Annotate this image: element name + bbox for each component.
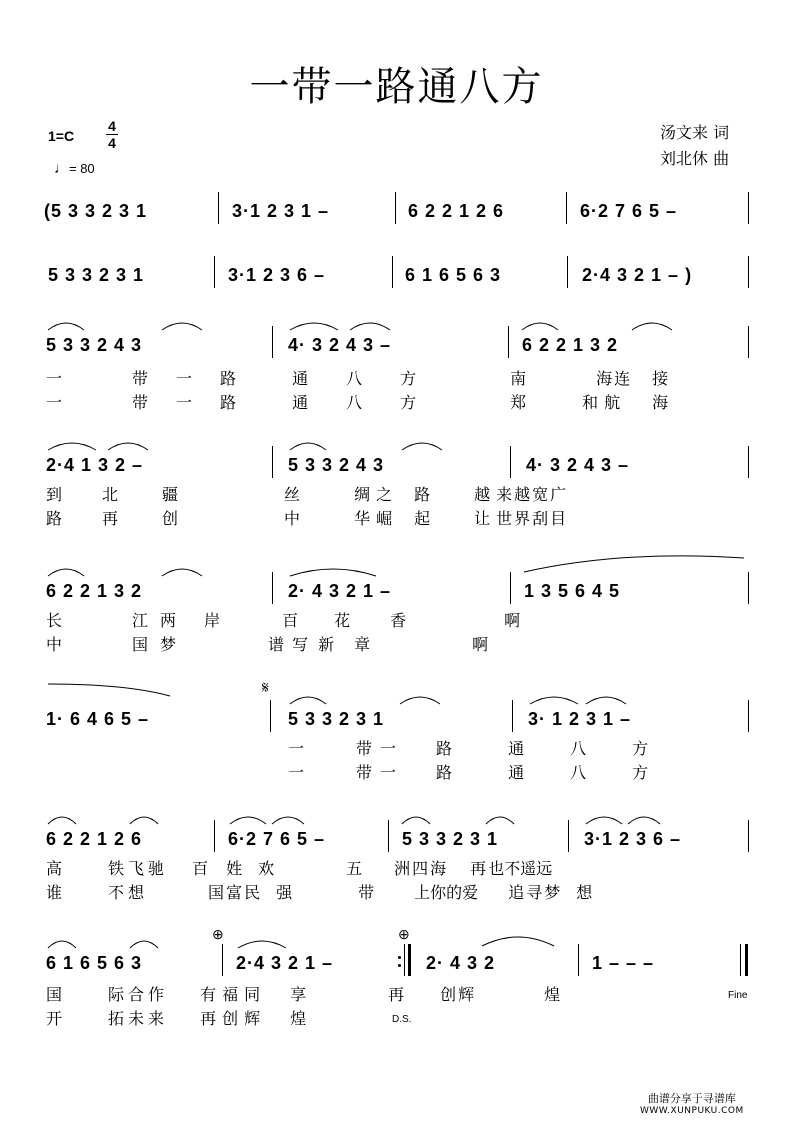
barline <box>510 446 511 478</box>
measure: 5 3 3 2 3 1 <box>288 709 385 729</box>
lyric-line <box>46 366 668 389</box>
lyric: 花 <box>334 611 351 630</box>
lyric: 煌 <box>544 985 561 1004</box>
barline <box>748 256 749 288</box>
slur <box>46 440 98 452</box>
slur <box>584 694 628 706</box>
fine-marking: Fine <box>728 990 748 1001</box>
measure: 5 3 3 2 3 1 <box>402 829 499 849</box>
lyric-line <box>46 632 488 655</box>
lyric: 路 <box>46 509 63 528</box>
coda-icon: ⊕ <box>212 926 224 942</box>
slur <box>520 320 560 332</box>
final-barline <box>740 944 741 976</box>
lyric: 郑 <box>510 393 527 412</box>
lyric: 飞 <box>128 859 145 878</box>
measure: 6·2 7 6 5 – <box>228 829 326 849</box>
lyric: 遥 <box>520 859 537 878</box>
slur <box>128 938 160 950</box>
barline <box>748 326 749 358</box>
lyric: 再 <box>388 985 405 1004</box>
repeat-barline <box>408 944 411 976</box>
lyric: 起 <box>414 509 431 528</box>
lyric: 驰 <box>148 859 165 878</box>
lyric: 新 <box>318 635 335 654</box>
measure: 6 2 2 1 3 2 <box>46 581 143 601</box>
lyric: 一 <box>288 739 305 758</box>
lyric: 方 <box>400 369 417 388</box>
lyric: 际 <box>108 985 125 1004</box>
barline <box>272 446 273 478</box>
lyric: 到 <box>46 485 63 504</box>
lyric: 世 <box>496 509 513 528</box>
lyric: 路 <box>220 369 237 388</box>
lyric: 和 <box>582 393 599 412</box>
measure: 2·4 3 2 1 – ) <box>582 265 693 285</box>
lyric: 国 <box>46 985 63 1004</box>
slur <box>288 566 378 578</box>
time-signature <box>106 118 118 151</box>
barline <box>512 700 513 732</box>
repeat-dot <box>398 964 401 967</box>
lyric: 有 <box>200 985 217 1004</box>
barline <box>388 820 389 852</box>
measure: 5 3 3 2 3 1 <box>48 265 145 285</box>
watermark-footer <box>640 1092 744 1118</box>
slur <box>288 320 340 332</box>
barline <box>272 326 273 358</box>
lyric: 辉 <box>458 985 475 1004</box>
lyric: 江 <box>132 611 149 630</box>
lyric: 章 <box>354 635 371 654</box>
lyric: 煌 <box>290 1009 307 1028</box>
lyric-line <box>46 880 592 903</box>
lyric: 国 <box>208 883 225 902</box>
lyric: 谱 <box>268 635 285 654</box>
slur <box>46 320 86 332</box>
measure: 1 3 5 6 4 5 <box>524 581 621 601</box>
key-signature: 1=C <box>48 128 75 144</box>
slur <box>46 814 78 826</box>
lyric-line <box>46 982 560 1005</box>
barline <box>214 256 215 288</box>
footer-url: WWW.XUNPUKU.COM <box>640 1106 744 1116</box>
barline <box>218 192 219 224</box>
lyric: 民 <box>244 883 261 902</box>
lyric: 追 <box>508 883 525 902</box>
slur <box>528 694 580 706</box>
lyric: 丝 <box>284 485 301 504</box>
lyric: 海 <box>652 393 669 412</box>
lyric: 未 <box>128 1009 145 1028</box>
lyric: 绸 <box>354 485 371 504</box>
slur <box>106 440 150 452</box>
lyric: 带 <box>356 739 373 758</box>
lyric: 来 <box>148 1009 165 1028</box>
measure: 6·2 7 6 5 – <box>580 201 678 221</box>
slur <box>228 814 268 826</box>
lyric: 洲 <box>394 859 411 878</box>
lyric: 福 <box>222 985 239 1004</box>
slur <box>46 938 78 950</box>
lyric-line <box>46 608 520 631</box>
measure: 4· 3 2 4 3 – <box>288 335 392 355</box>
slur <box>348 320 392 332</box>
lyric: 华 <box>354 509 371 528</box>
barline <box>272 572 273 604</box>
lyric: 想 <box>576 883 593 902</box>
lyric: 拓 <box>108 1009 125 1028</box>
barline <box>214 820 215 852</box>
lyric: 谁 <box>46 883 63 902</box>
lyric: 创 <box>162 509 179 528</box>
lyric: 寻 <box>526 883 543 902</box>
measure: 5 3 3 2 4 3 <box>288 455 385 475</box>
lyric: 八 <box>570 739 587 758</box>
barline <box>395 192 396 224</box>
slur <box>630 320 674 332</box>
slur <box>160 566 204 578</box>
lyric: 方 <box>632 763 649 782</box>
slur <box>46 566 86 578</box>
lyric: 一 <box>176 393 193 412</box>
measure: 3· 1 2 3 1 – <box>528 709 632 729</box>
lyric: 五 <box>346 859 363 878</box>
lyric: 界 <box>514 509 531 528</box>
lyric: 通 <box>508 739 525 758</box>
lyric: 强 <box>276 883 293 902</box>
barline <box>748 572 749 604</box>
measure: 2·4 1 3 2 – <box>46 455 144 475</box>
barline <box>508 326 509 358</box>
measure: 2· 4 3 2 1 – <box>288 581 392 601</box>
measure: 6 2 2 1 3 2 <box>522 335 619 355</box>
lyric: 方 <box>400 393 417 412</box>
lyric: 连 <box>614 369 631 388</box>
lyric: 一 <box>288 763 305 782</box>
lyric: 中 <box>46 635 63 654</box>
segno-icon: 𝄋 <box>262 680 269 697</box>
barline <box>748 192 749 224</box>
lyric-line <box>46 482 566 505</box>
slur <box>398 694 442 706</box>
lyric: 你 <box>430 883 447 902</box>
lyric-line <box>46 1006 306 1029</box>
lyric: 一 <box>176 369 193 388</box>
lyric: 长 <box>46 611 63 630</box>
measure: 2· 4 3 2 <box>426 953 496 973</box>
barline <box>578 944 579 976</box>
footer-text: 曲谱分享于寻谱库 <box>647 1092 736 1105</box>
coda-icon: ⊕ <box>398 926 410 942</box>
lyric-line <box>46 856 552 879</box>
lyric: 国 <box>132 635 149 654</box>
lyric: 航 <box>604 393 621 412</box>
tempo-value: = 80 <box>69 161 95 176</box>
barline <box>748 700 749 732</box>
lyric: 广 <box>550 485 567 504</box>
measure: 3·1 2 3 1 – <box>232 201 330 221</box>
lyric: 铁 <box>108 859 125 878</box>
lyric: 海 <box>596 369 613 388</box>
lyric: 路 <box>220 393 237 412</box>
lyric: 南 <box>510 369 527 388</box>
quarter-note-icon: ♩ <box>54 160 69 177</box>
lyric: 姓 <box>226 859 243 878</box>
lyric: 上 <box>414 883 431 902</box>
lyric: 疆 <box>162 485 179 504</box>
lyric: 想 <box>128 883 145 902</box>
measure: 5 3 3 2 4 3 <box>46 335 143 355</box>
lyric: 辉 <box>244 1009 261 1028</box>
lyric: 不 <box>108 883 125 902</box>
lyric: 之 <box>376 485 393 504</box>
measure: 4· 3 2 4 3 – <box>526 455 630 475</box>
slur <box>626 814 662 826</box>
slur-continuation <box>46 682 172 698</box>
lyric: 八 <box>346 393 363 412</box>
lyric: 路 <box>436 739 453 758</box>
time-signature-top: 4 <box>108 118 116 134</box>
slur <box>584 814 624 826</box>
slur <box>400 440 444 452</box>
slur <box>236 938 288 950</box>
slur <box>480 934 556 948</box>
slur <box>484 814 516 826</box>
lyric: 开 <box>46 1009 63 1028</box>
slur <box>288 440 328 452</box>
lyric: 海 <box>430 859 447 878</box>
lyric: 百 <box>192 859 209 878</box>
lyric: 也 <box>488 859 505 878</box>
lyric: 梦 <box>544 883 561 902</box>
lyric-line <box>288 760 648 783</box>
ds-marking: D.S. <box>392 1014 412 1025</box>
barline <box>566 192 567 224</box>
lyricist: 汤文来 词 <box>660 123 730 142</box>
measure: 3·1 2 3 6 – <box>228 265 326 285</box>
barline <box>748 446 749 478</box>
measure: 6 1 6 5 6 3 <box>405 265 502 285</box>
lyric: 八 <box>570 763 587 782</box>
lyric: 让 <box>474 509 491 528</box>
barline <box>510 572 511 604</box>
lyric: 远 <box>536 859 553 878</box>
barline <box>392 256 393 288</box>
barline <box>748 820 749 852</box>
lyric: 一 <box>380 763 397 782</box>
lyric: 梦 <box>160 635 177 654</box>
lyric: 创 <box>440 985 457 1004</box>
lyric: 方 <box>632 739 649 758</box>
lyric: 目 <box>550 509 567 528</box>
slur <box>400 814 432 826</box>
lyric: 带 <box>132 369 149 388</box>
lyric: 通 <box>292 393 309 412</box>
lyric-line <box>46 506 566 529</box>
lyric: 宽 <box>532 485 549 504</box>
lyric: 岸 <box>204 611 221 630</box>
slur <box>128 814 160 826</box>
lyric: 创 <box>222 1009 239 1028</box>
lyric: 刮 <box>532 509 549 528</box>
lyric: 来 <box>496 485 513 504</box>
measure: 6 1 6 5 6 3 <box>46 953 143 973</box>
repeat-dot <box>398 956 401 959</box>
lyric: 中 <box>284 509 301 528</box>
lyric: 八 <box>346 369 363 388</box>
lyric: 崛 <box>376 509 393 528</box>
barline <box>567 256 568 288</box>
tempo-marking <box>54 160 95 177</box>
lyric: 越 <box>474 485 491 504</box>
lyric: 一 <box>46 369 63 388</box>
slur <box>160 320 204 332</box>
lyric: 百 <box>282 611 299 630</box>
slur-long <box>522 556 744 574</box>
lyric: 两 <box>160 611 177 630</box>
measure: 1· 6 4 6 5 – <box>46 709 150 729</box>
lyric: 的 <box>446 883 463 902</box>
final-barline <box>745 944 748 976</box>
barline <box>270 700 271 732</box>
lyric: 北 <box>102 485 119 504</box>
lyric: 路 <box>414 485 431 504</box>
lyric: 一 <box>380 739 397 758</box>
lyric: 啊 <box>472 635 489 654</box>
lyric: 再 <box>200 1009 217 1028</box>
credits <box>660 120 729 172</box>
time-signature-bottom: 4 <box>108 135 116 151</box>
lyric: 通 <box>508 763 525 782</box>
lyric: 啊 <box>504 611 521 630</box>
lyric: 再 <box>470 859 487 878</box>
lyric: 富 <box>226 883 243 902</box>
repeat-barline <box>404 944 405 976</box>
lyric: 一 <box>46 393 63 412</box>
lyric: 不 <box>504 859 521 878</box>
lyric: 路 <box>436 763 453 782</box>
lyric: 带 <box>358 883 375 902</box>
lyric: 带 <box>356 763 373 782</box>
lyric: 作 <box>148 985 165 1004</box>
barline <box>568 820 569 852</box>
measure: 3·1 2 3 6 – <box>584 829 682 849</box>
lyric-line <box>288 736 648 759</box>
barline <box>222 944 223 976</box>
lyric: 写 <box>292 635 309 654</box>
measure: 1 – – – <box>592 953 655 973</box>
lyric: 通 <box>292 369 309 388</box>
lyric: 越 <box>514 485 531 504</box>
lyric: 合 <box>128 985 145 1004</box>
slur <box>270 814 306 826</box>
measure: (5 3 3 2 3 1 <box>44 201 148 221</box>
page-title: 一带一路通八方 <box>249 64 544 110</box>
lyric: 享 <box>290 985 307 1004</box>
lyric: 同 <box>244 985 261 1004</box>
lyric: 再 <box>102 509 119 528</box>
measure: 6 2 2 1 2 6 <box>46 829 143 849</box>
lyric: 欢 <box>258 859 275 878</box>
lyric: 四 <box>412 859 429 878</box>
lyric-line <box>46 390 668 413</box>
lyric: 爱 <box>462 883 479 902</box>
measure: 2·4 3 2 1 – <box>236 953 334 973</box>
lyric: 接 <box>652 369 669 388</box>
measure: 6 2 2 1 2 6 <box>408 201 505 221</box>
composer: 刘北休 曲 <box>660 149 730 168</box>
lyric: 香 <box>390 611 407 630</box>
lyric: 带 <box>132 393 149 412</box>
slur <box>288 694 328 706</box>
lyric: 高 <box>46 859 63 878</box>
